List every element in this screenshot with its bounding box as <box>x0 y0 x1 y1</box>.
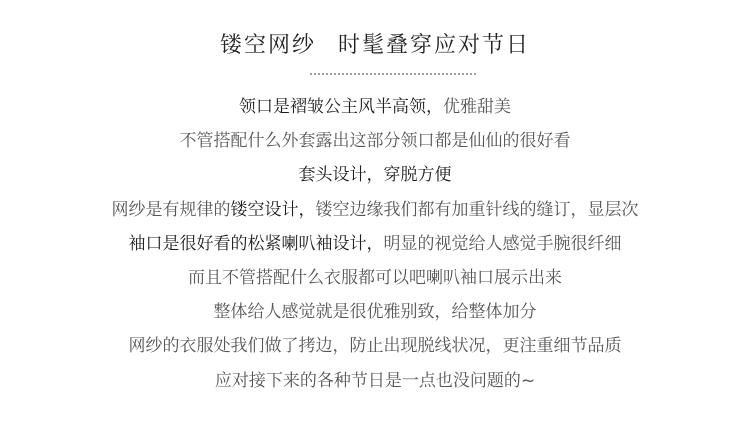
title-left: 镂空网纱 <box>219 33 316 58</box>
line-6-text: 而且不管搭配什么衣服都可以吧喇叭袖口展示出来 <box>188 267 562 288</box>
line-1-rest: 优雅甜美 <box>443 97 511 117</box>
line-5-rest: 明显的视觉给人感觉手腕很纤细 <box>383 233 622 254</box>
description-line-3 <box>0 158 750 192</box>
line-4-start: 网纱是有规律的 <box>111 199 231 220</box>
description-text <box>0 90 750 398</box>
title-divider <box>310 73 476 75</box>
line-5-highlight: 袖口是很好看的松紧喇叭袖设计， <box>128 233 384 254</box>
description-line-2 <box>0 124 750 158</box>
line-2-text: 不管搭配什么外套露出这部分领口都是仙仙的很好看 <box>179 131 571 152</box>
description-line-4 <box>0 193 750 227</box>
line-7-text: 整体给人感觉就是很优雅别致，给整体加分 <box>213 302 537 323</box>
page-title <box>0 28 750 59</box>
description-line-6 <box>0 261 750 295</box>
line-8-text: 网纱的衣服处我们做了拷边，防止出现脱线状况，更注重细节品质 <box>128 336 622 357</box>
line-3-text: 套头设计，穿脱方便 <box>298 165 452 186</box>
description-line-8 <box>0 329 750 363</box>
line-9-text: 应对接下来的各种节日是一点也没问题的~ <box>214 370 536 391</box>
title-right: 时髦叠穿应对节日 <box>338 33 531 58</box>
line-1-highlight: 领口是褶皱公主风半高领， <box>239 97 443 117</box>
line-4-rest: 镂空边缘我们都有加重针线的缝订，显层次 <box>315 199 639 220</box>
description-line-7 <box>0 295 750 329</box>
description-line-1 <box>0 90 750 124</box>
description-line-9 <box>0 364 750 398</box>
line-4-highlight: 镂空设计， <box>230 199 316 220</box>
description-line-5 <box>0 227 750 261</box>
